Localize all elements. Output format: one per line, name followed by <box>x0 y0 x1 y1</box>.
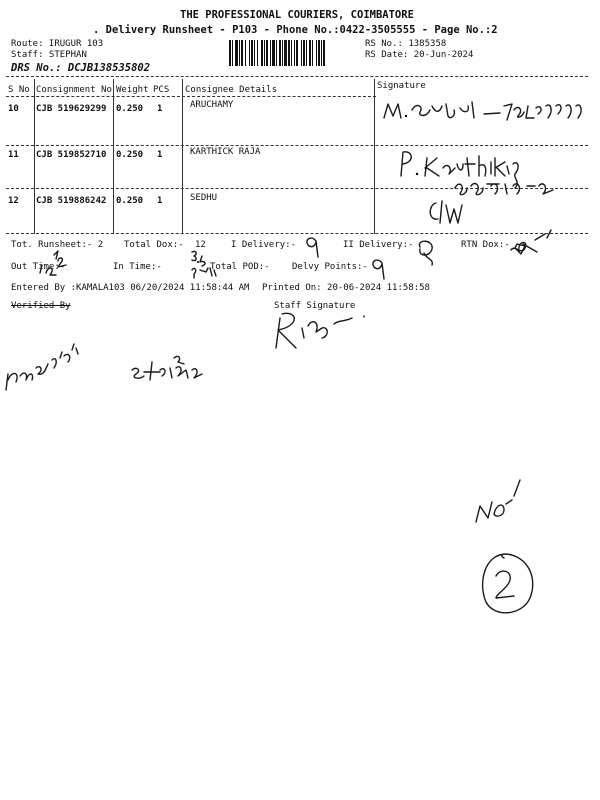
out-time-label: Out Time:- <box>11 262 66 272</box>
divider <box>6 76 588 77</box>
divider <box>6 145 588 146</box>
column-rule <box>34 79 35 234</box>
ii-delivery-value-handwriting <box>412 237 442 267</box>
route-label: Route: IRUGUR 103 <box>11 39 104 49</box>
barcode-bar <box>272 40 275 66</box>
barcode-bar <box>288 40 290 66</box>
verified-by-label: Verified By <box>11 301 71 311</box>
row-weight: 0.250 <box>116 150 144 160</box>
in-time-label: In Time:- <box>113 262 162 272</box>
barcode-bar <box>257 40 258 66</box>
rtn-dox-label: RTN Dox:- <box>461 240 510 250</box>
divider <box>6 233 588 234</box>
barcode-bar <box>309 40 311 66</box>
column-rule <box>374 79 375 234</box>
barcode-bar <box>266 40 268 66</box>
divider <box>6 96 376 97</box>
row-weight: 0.250 <box>116 196 144 206</box>
barcode-bar <box>261 40 263 66</box>
barcode-bar <box>241 40 243 66</box>
barcode-bar <box>229 40 231 66</box>
col-header-weight: Weight <box>116 85 149 95</box>
column-rule <box>113 79 114 234</box>
barcode <box>229 40 357 66</box>
signature-row1-handwriting <box>380 96 590 130</box>
col-header-consignment: Consignment No <box>36 85 112 95</box>
barcode-bar <box>316 40 317 66</box>
ii-delivery-label: II Delivery:- <box>343 240 414 250</box>
rs-number: RS No.: 1385358 <box>365 39 447 49</box>
col-header-pcs: PCS <box>153 85 170 95</box>
barcode-bar <box>276 40 277 66</box>
barcode-bar <box>294 40 295 66</box>
barcode-bar <box>245 40 246 66</box>
barcode-bar <box>301 40 302 66</box>
row-sno: 10 <box>8 104 19 114</box>
barcode-bar <box>254 40 255 66</box>
delvy-points-label: Delvy Points:- <box>292 262 368 272</box>
staff-label: Staff: STEPHAN <box>11 50 87 60</box>
row-pcs: 1 <box>157 196 163 206</box>
row-consignment: CJB 519852710 <box>36 150 107 160</box>
entered-by: Entered By :KAMALA103 06/20/2024 11:58:44 AM <box>11 283 250 293</box>
divider <box>6 188 588 189</box>
barcode-bar <box>239 40 240 66</box>
company-name: THE PROFESSIONAL COURIERS, COIMBATORE <box>180 9 414 21</box>
barcode-bar <box>232 40 233 66</box>
signature-row2-handwriting <box>395 148 565 198</box>
total-dox-label: Total Dox:- <box>124 240 184 250</box>
i-delivery-value-handwriting <box>300 233 322 259</box>
row-sno: 12 <box>8 196 19 206</box>
second-signature-handwriting <box>126 352 212 386</box>
i-delivery-label: I Delivery:- <box>231 240 297 250</box>
barcode-bar <box>312 40 313 66</box>
col-header-signature: Signature <box>377 81 426 91</box>
row-consignee: SEDHU <box>190 193 218 203</box>
barcode-bar <box>284 40 287 66</box>
row-sno: 11 <box>8 150 19 160</box>
row-consignment: CJB 519629299 <box>36 104 107 114</box>
barcode-bar <box>306 40 307 66</box>
barcode-bar <box>249 40 250 66</box>
rtn-dox-scribble <box>507 226 557 262</box>
barcode-graphic <box>229 40 357 66</box>
runsheet-subtitle: . Delivery Runsheet - P103 - Phone No.:0422-3505555 - Page No.:2 <box>93 24 498 36</box>
barcode-bar <box>264 40 265 66</box>
barcode-bar <box>321 40 322 66</box>
barcode-bar <box>270 40 271 66</box>
row-consignee: ARUCHAMY <box>190 100 234 110</box>
barcode-bar <box>251 40 253 66</box>
row-pcs: 1 <box>157 104 163 114</box>
barcode-bar <box>291 40 292 66</box>
barcode-bar <box>279 40 281 66</box>
barcode-bar <box>323 40 325 66</box>
printed-on: Printed On: 20-06-2024 11:58:58 <box>262 283 430 293</box>
drs-number: DRS No.: DCJB138535802 <box>11 62 151 74</box>
col-header-consignee: Consignee Details <box>185 85 278 95</box>
delvy-points-value-handwriting <box>366 255 388 281</box>
tot-runsheet: Tot. Runsheet:- 2 <box>11 240 104 250</box>
signature-row3-handwriting <box>424 197 464 229</box>
barcode-bar <box>318 40 320 66</box>
staff-signature-handwriting <box>272 308 372 352</box>
total-pod-label: Total POD:- <box>210 262 270 272</box>
nd-note-handwriting <box>470 474 526 528</box>
circled-note-handwriting <box>474 548 538 620</box>
barcode-bar <box>296 40 298 66</box>
verified-by-signature-handwriting <box>0 330 90 400</box>
staff-signature-label: Staff Signature <box>274 301 356 311</box>
row-consignee: KARTHICK RAJA <box>190 147 261 157</box>
rs-date: RS Date: 20-Jun-2024 <box>365 50 474 60</box>
row-pcs: 1 <box>157 150 163 160</box>
row-consignment: CJB 519886242 <box>36 196 107 206</box>
barcode-bar <box>235 40 238 66</box>
barcode-bar <box>282 40 283 66</box>
total-dox-value: 12 <box>195 240 206 250</box>
row-weight: 0.250 <box>116 104 144 114</box>
column-rule <box>182 79 183 234</box>
col-header-sno: S No <box>8 85 30 95</box>
barcode-bar <box>303 40 305 66</box>
